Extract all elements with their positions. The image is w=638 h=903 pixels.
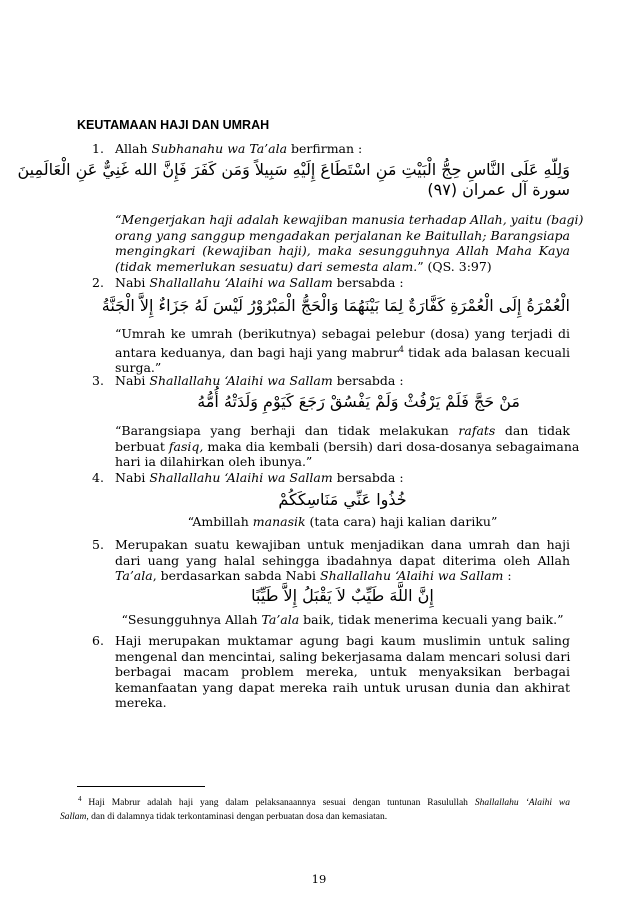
hadith-translation: “Sesungguhnya Allah Ta’ala baik, tidak menerima kecuali yang baik.” [121,612,564,627]
item-number: 2. [92,275,104,290]
hadith-arabic: إِنَّ اللَّهَ طَيِّبٌ لاَ يَقْبَلُ إِلاَّ طَيِّبًا [251,586,434,605]
item-number: 4. [92,470,104,485]
hadith-arabic: الْعُمْرَةُ إِلَى الْعُمْرَةِ كَفَّارَةٌ لِمَا بَيْنَهُمَا وَالْحَجُّ الْمَبْرُوْرُ لَيْسَ لَهُ جَزَاءٌ إِلاَّ الْجَنَّةُ [101,296,570,315]
hadith-translation: “Umrah ke umrah (berikutnya) sebagai pelebur (dosa) yang terjadi di antara keduanya, dan bagi haji yang mabrur$^4$ tidak ada balasan kecuali surga.” [115,326,570,376]
section-title: KEUTAMAAN HAJI DAN UMRAH [77,118,270,132]
hadith-translation: “Ambillah manasik (tata cara) haji kalian dariku” [187,514,498,529]
hadith-arabic: خُذُوا عَنِّي مَنَاسِكَكُمْ [278,490,407,509]
item-number: 3. [92,373,104,388]
footnote: $^4$ Haji Mabrur adalah haji yang dalam pelaksanaannya sesuai dengan tuntunan Rasulullah Shallallahu ‘Alaihi wa Sallam, dan di dalamnya tidak terkontaminasi dengan perbuatan dosa dan kemasiatan. [60,795,570,823]
item-number: 1. [92,141,104,156]
surah-reference-arabic: سورة آل عمران (٩٧) [427,180,570,199]
item-intro: Nabi Shallallahu ‘Alaihi wa Sallam bersabda : [115,373,404,388]
item-text: Haji merupakan muktamar agung bagi kaum muslimin untuk saling mengenal dan mencintai, saling bekerjasama dalam mencari solusi dari berbagai macam problem mereka, untuk menyaksikan berbagai kemanfaatan yang dapat mereka raih untuk urusan dunia dan akhirat mereka. [115,633,571,710]
item-text: Merupakan suatu kewajiban untuk menjadikan dana umrah dan haji dari uang yang halal sehingga ibadahnya dapat diterima oleh Allah Ta’ala, berdasarkan sabda Nabi Shallallahu ‘Alaihi wa Sallam : [115,537,570,583]
page-number: 19 [311,872,327,886]
item-intro: Nabi Shallallahu ‘Alaihi wa Sallam bersabda : [115,275,404,290]
item-number: 6. [92,633,104,648]
item-number: 5. [92,537,104,552]
hadith-translation: “Barangsiapa yang berhaji dan tidak melakukan rafats dan tidak berbuat fasiq, maka dia kembali (bersih) dari dosa-dosanya sebagaimana hari ia dilahirkan oleh ibunya.” [115,423,580,469]
quran-verse-arabic: وَلِلّهِ عَلَى النَّاسِ حِجُّ الْبَيْتِ مَنِ اسْتَطَاعَ إِلَيْهِ سَبِيلاً وَمَن كَفَرَ فَإِنَّ الله غَنِيٌّ عَنِ الْعَالَمِينَ [17,160,570,179]
footnote-divider [77,786,205,787]
item-intro: Nabi Shallallahu ‘Alaihi wa Sallam bersabda : [115,470,404,485]
item-intro: Allah Subhanahu wa Ta’ala berfirman : [115,141,363,156]
verse-translation: “Mengerjakan haji adalah kewajiban manusia terhadap Allah, yaitu (bagi) orang yang sanggup mengadakan perjalanan ke Baitullah; Barangsiapa mengingkari (kewajiban haji), maka sesungguhnya Allah Maha Kaya (tidak memerlukan sesuatu) dari semesta alam.” (QS. 3:97) [115,212,584,274]
hadith-arabic: مَنْ حَجَّ فَلَمْ يَرْفُثْ وَلَمْ يَفْسُقْ رَجَعَ كَيَوْمِ وَلَدَتْهُ أُمُّهُ [197,392,520,411]
footnote-ref[interactable]: 4 [398,344,404,354]
